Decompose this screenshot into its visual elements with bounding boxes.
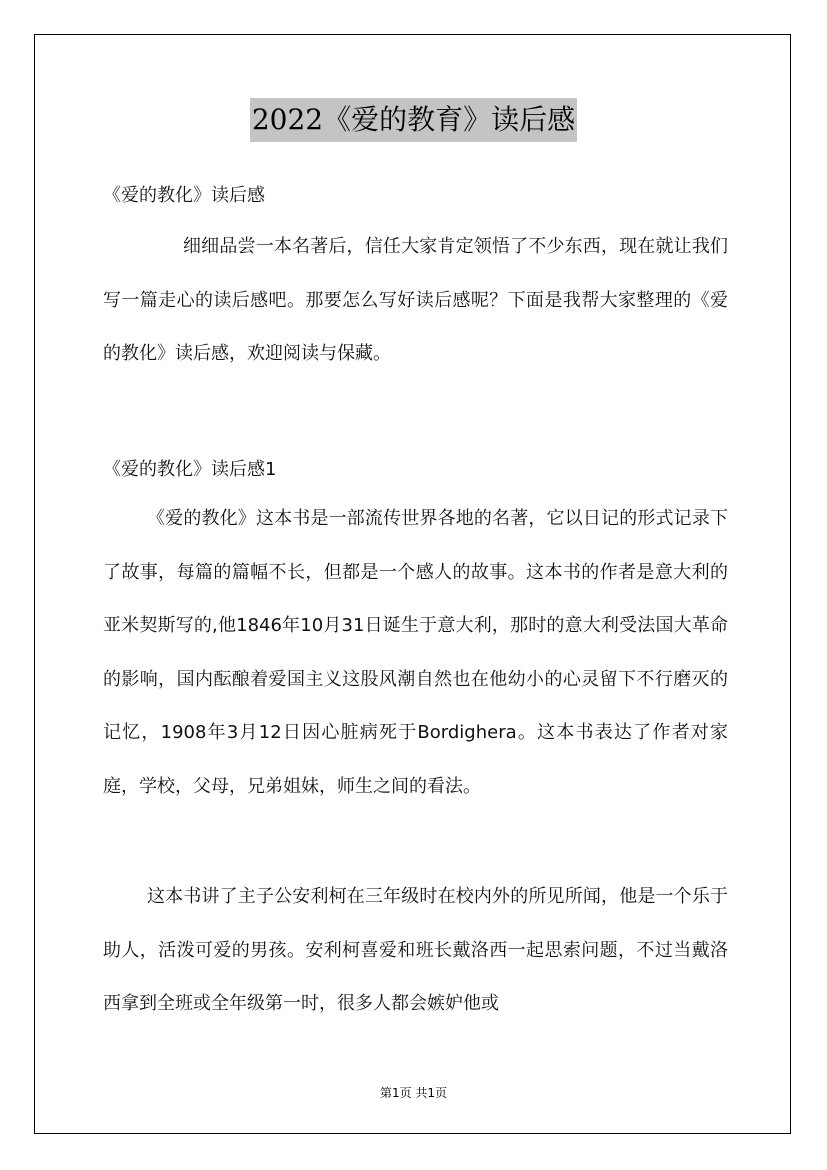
section-heading: 《爱的教化》读后感1 <box>103 459 277 480</box>
title-container <box>0 98 827 142</box>
body-paragraph: 这本书讲了主子公安利柯在三年级时在校内外的所见所闻，他是一个乐于助人，活泼可爱的男孩。安利柯喜爱和班长戴洛西一起思索问题，不过当戴洛西拿到全班或全年级第一时，很多人都会嫉妒他或 <box>103 886 728 1014</box>
document-title: 2022《爱的教育》读后感 <box>250 98 577 142</box>
body-paragraph: 《爱的教化》这本书是一部流传世界各地的名著，它以日记的形式记录下了故事，每篇的篇幅不长，但都是一个感人的故事。这本书的作者是意大利的亚米契斯写的,他1846年10月31日诞生于意大利，那时的意大利受法国大革命的影响，国内酝酿着爱国主义这股风潮自然也在他幼小的心灵留下不行磨灭的记忆，1908年3月12日因心脏病死于Bordighera。这本书表达了作者对家庭，学校，父母，兄弟姐妹，师生之间的看法。 <box>103 508 728 797</box>
page-footer: 第1页 共1页 <box>379 1086 448 1100</box>
intro-paragraph: 细细品尝一本名著后，信任大家肯定领悟了不少东西，现在就让我们写一篇走心的读后感吧。那要怎么写好读后感呢？下面是我帮大家整理的《爱的教化》读后感，欢迎阅读与保藏。 <box>103 236 728 364</box>
document-subtitle: 《爱的教化》读后感 <box>103 185 265 206</box>
